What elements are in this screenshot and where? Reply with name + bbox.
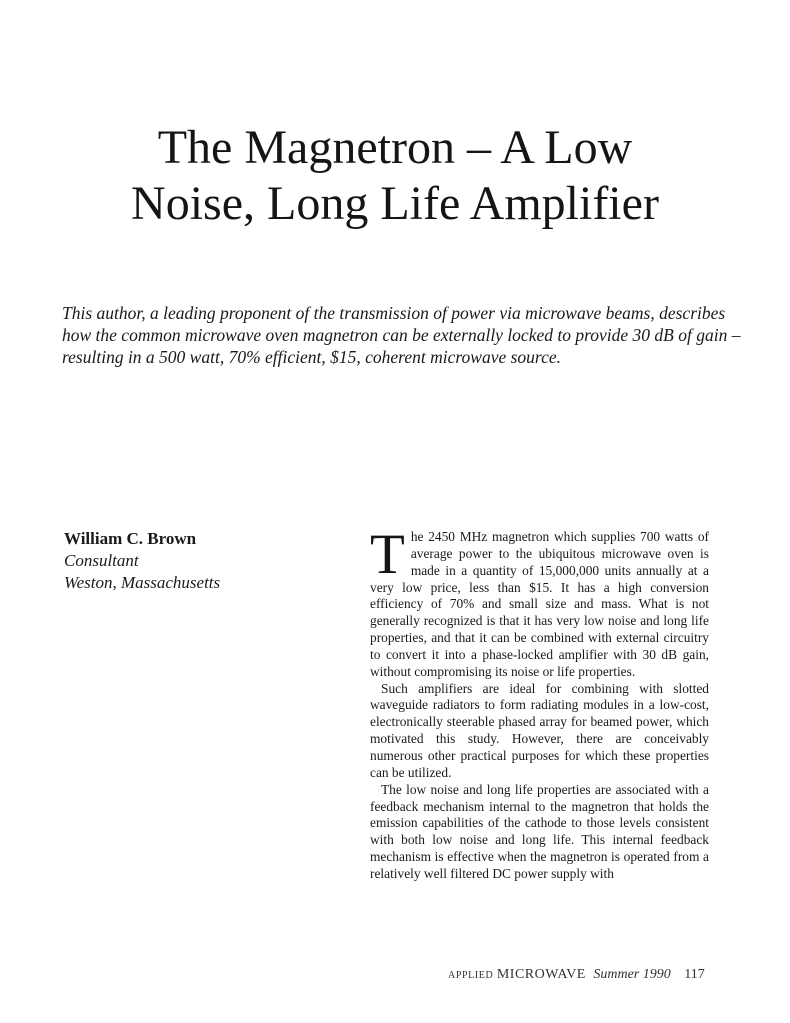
publication-prefix: APPLIED — [448, 970, 494, 981]
body-paragraph-1-text: he 2450 MHz magnetron which supplies 700 watts of average power to the ubiquitous microwave oven is made in a quantity of 15,000,000 units annually at a very low price, less than $15. It has a high conversion efficiency of 70% and small size and mass. What is not generally recognized is that it has very low noise and long life properties, and that it can be combined with external circuitry to convert it into a phase-locked amplifier with 30 dB gain, without compromising its noise or life properties. — [370, 529, 709, 679]
article-title-line-2: Noise, Long Life Amplifier — [131, 177, 659, 230]
author-location: Weston, Massachusetts — [64, 573, 221, 592]
author-role: Consultant — [64, 551, 139, 570]
body-column — [370, 523, 709, 883]
drop-cap: T — [370, 523, 405, 586]
body-paragraph-3: The low noise and long life properties are associated with a feedback mechanism internal to the magnetron that holds the emission capabilities of the cathode to those levels consistent with both low noise and long life. This internal feedback mechanism is effective when the magnetron is operated from a relatively well filtered DC power supply with — [370, 781, 709, 881]
body-paragraph-1 — [370, 523, 709, 681]
author-block — [64, 528, 324, 594]
body-paragraph-2: Such amplifiers are ideal for combining with slotted waveguide radiators to form radiating modules in a low-cost, electronically steerable phased array for beamed power, which motivated this study. However, there are conceivably numerous other practical purposes for which these properties can be utilized. — [370, 680, 709, 780]
page-number: 117 — [684, 967, 705, 982]
page-footer — [448, 966, 718, 985]
publication-name: MICROWAVE — [496, 967, 586, 982]
article-title — [60, 120, 730, 232]
article-abstract: This author, a leading proponent of the transmission of power via microwave beams, describes how the common microwave oven magnetron can be externally locked to provide 30 dB of gain – resulting in a 500 watt, 70% efficient, $15, coherent microwave source. — [62, 303, 741, 367]
issue-label: Summer 1990 — [593, 967, 671, 982]
author-name: William C. Brown — [64, 529, 197, 548]
article-title-line-1: The Magnetron – A Low — [157, 121, 633, 174]
